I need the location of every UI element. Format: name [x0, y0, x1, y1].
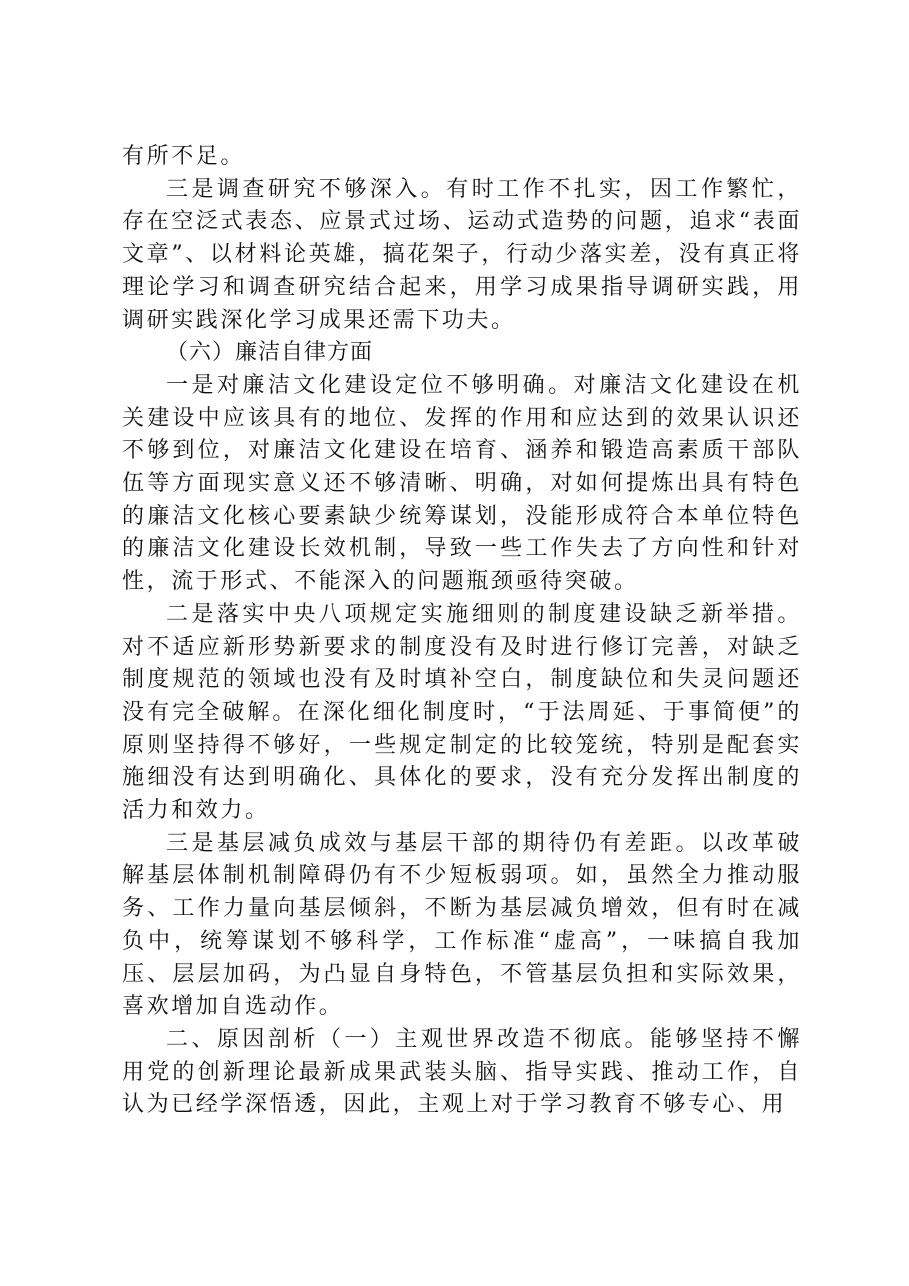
paragraph-continuation: 有所不足。 [122, 144, 246, 169]
paragraph-cause-analysis: 二、原因剖析（一）主观世界改造不彻底。能够坚持不懈用党的创新理论最新成果武装头脑、指导实践、推动工作，自认为已经学深悟透，因此，主观上对于学习教育不够专心、用 [122, 1026, 802, 1118]
paragraph-integrity-culture: 一是对廉洁文化建设定位不够明确。对廉洁文化建设在机关建设中应该具有的地位、发挥的作用和应达到的效果认识还不够到位，对廉洁文化建设在培育、涵养和锻造高素质干部队伍等方面现实意义还不够清晰、明确，对如何提炼出具有特色的廉洁文化核心要素缺少统筹谋划，没能形成符合本单位特色的廉洁文化建设长效机制，导致一些工作失去了方向性和针对性，流于形式、不能深入的问题瓶颈亟待突破。 [122, 372, 802, 595]
document-page [122, 141, 802, 1122]
paragraph-grassroots-burden: 三是基层减负成效与基层干部的期待仍有差距。以改革破解基层体制机制障碍仍有不少短板弱项。如，虽然全力推动服务、工作力量向基层倾斜，不断为基层减负增效，但有时在减负中，统筹谋划不够科学，工作标准“虚高”，一味搞自我加压、层层加码，为凸显自身特色，不管基层负担和实际效果，喜欢增加自选动作。 [122, 830, 802, 1020]
paragraph-investigation-research: 三是调查研究不够深入。有时工作不扎实，因工作繁忙，存在空泛式表态、应景式过场、运动式造势的问题，追求“表面文章”、以材料论英雄，搞花架子，行动少落实差，没有真正将理论学习和调查研究结合起来，用学习成果指导调研实践，用调研实践深化学习成果还需下功夫。 [122, 176, 802, 333]
section-heading-integrity: （六）廉洁自律方面 [166, 340, 374, 366]
paragraph-eight-regulations: 二是落实中央八项规定实施细则的制度建设缺乏新举措。对不适应新形势新要求的制度没有及时进行修订完善，对缺乏制度规范的领域也没有及时填补空白，制度缺位和失灵问题还没有完全破解。在深化细化制度时，“于法周延、于事简便”的原则坚持得不够好，一些规定制定的比较笼统，特别是配套实施细没有达到明确化、具体化的要求，没有充分发挥出制度的活力和效力。 [122, 601, 802, 824]
